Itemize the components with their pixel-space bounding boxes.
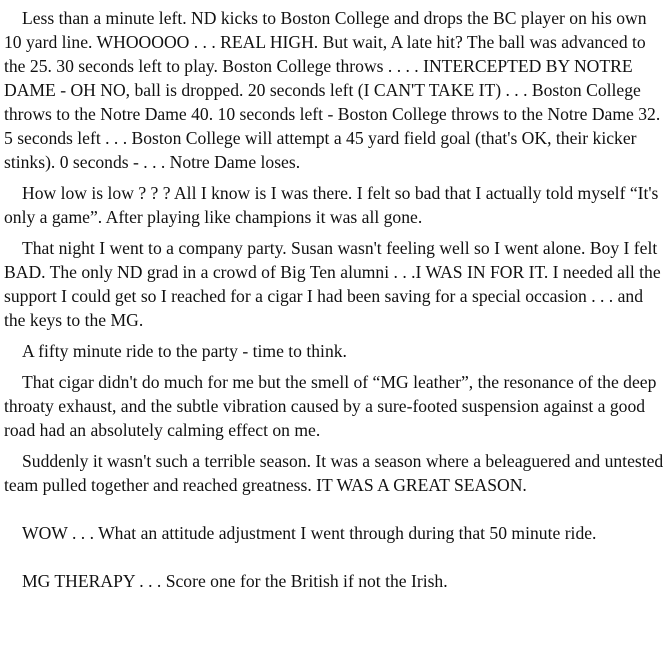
paragraph-attitude-adjustment: WOW . . . What an attitude adjustment I went through during that 50 minute ride. (22, 523, 597, 543)
paragraph-cigar: That cigar didn't do much for me but the smell of “MG leather”, the resonance of the deep throaty exhaust, and the subtle vibration caused by a sure-footed suspension against a good road had an absolutely calming effect on me. (4, 372, 657, 440)
paragraph-mg-therapy: MG THERAPY . . . Score one for the British if not the Irish. (22, 571, 448, 591)
paragraph-company-party: That night I went to a company party. Susan wasn't feeling well so I went alone. Boy I felt BAD. The only ND grad in a crowd of Big Ten alumni . . .I WAS IN FOR IT. I needed all the support I could get so I reached for a cigar I had been saving for a special occasion . . . and the keys to the MG. (4, 238, 661, 330)
paragraph-game-recap: Less than a minute left. ND kicks to Boston College and drops the BC player on his own 10 yard line. WHOOOOO . . . REAL HIGH. But wait, A late hit? The ball was advanced to the 25. 30 seconds left to play. Boston College throws . . . . INTERCEPTED BY NOTRE DAME - OH NO, ball is dropped. 20 seconds left (I CAN'T TAKE IT) . . . Boston College throws to the Notre Dame 40. 10 seconds left - Boston College throws to the Notre Dame 32. 5 seconds left . . . Boston College will attempt a 45 yard field goal (that's OK, their kicker stinks). 0 seconds - . . . Notre Dame loses. (4, 8, 661, 172)
paragraph-fifty-minute-ride: A fifty minute ride to the party - time to think. (22, 341, 347, 361)
paragraph-great-season: Suddenly it wasn't such a terrible season. It was a season where a beleaguered and untested team pulled together and reached greatness. IT WAS A GREAT SEASON. (4, 451, 664, 495)
paragraph-how-low: How low is low ? ? ? All I know is I was there. I felt so bad that I actually told myself “It's only a game”. After playing like champions it was all gone. (4, 183, 659, 227)
document-page (4, 6, 664, 600)
